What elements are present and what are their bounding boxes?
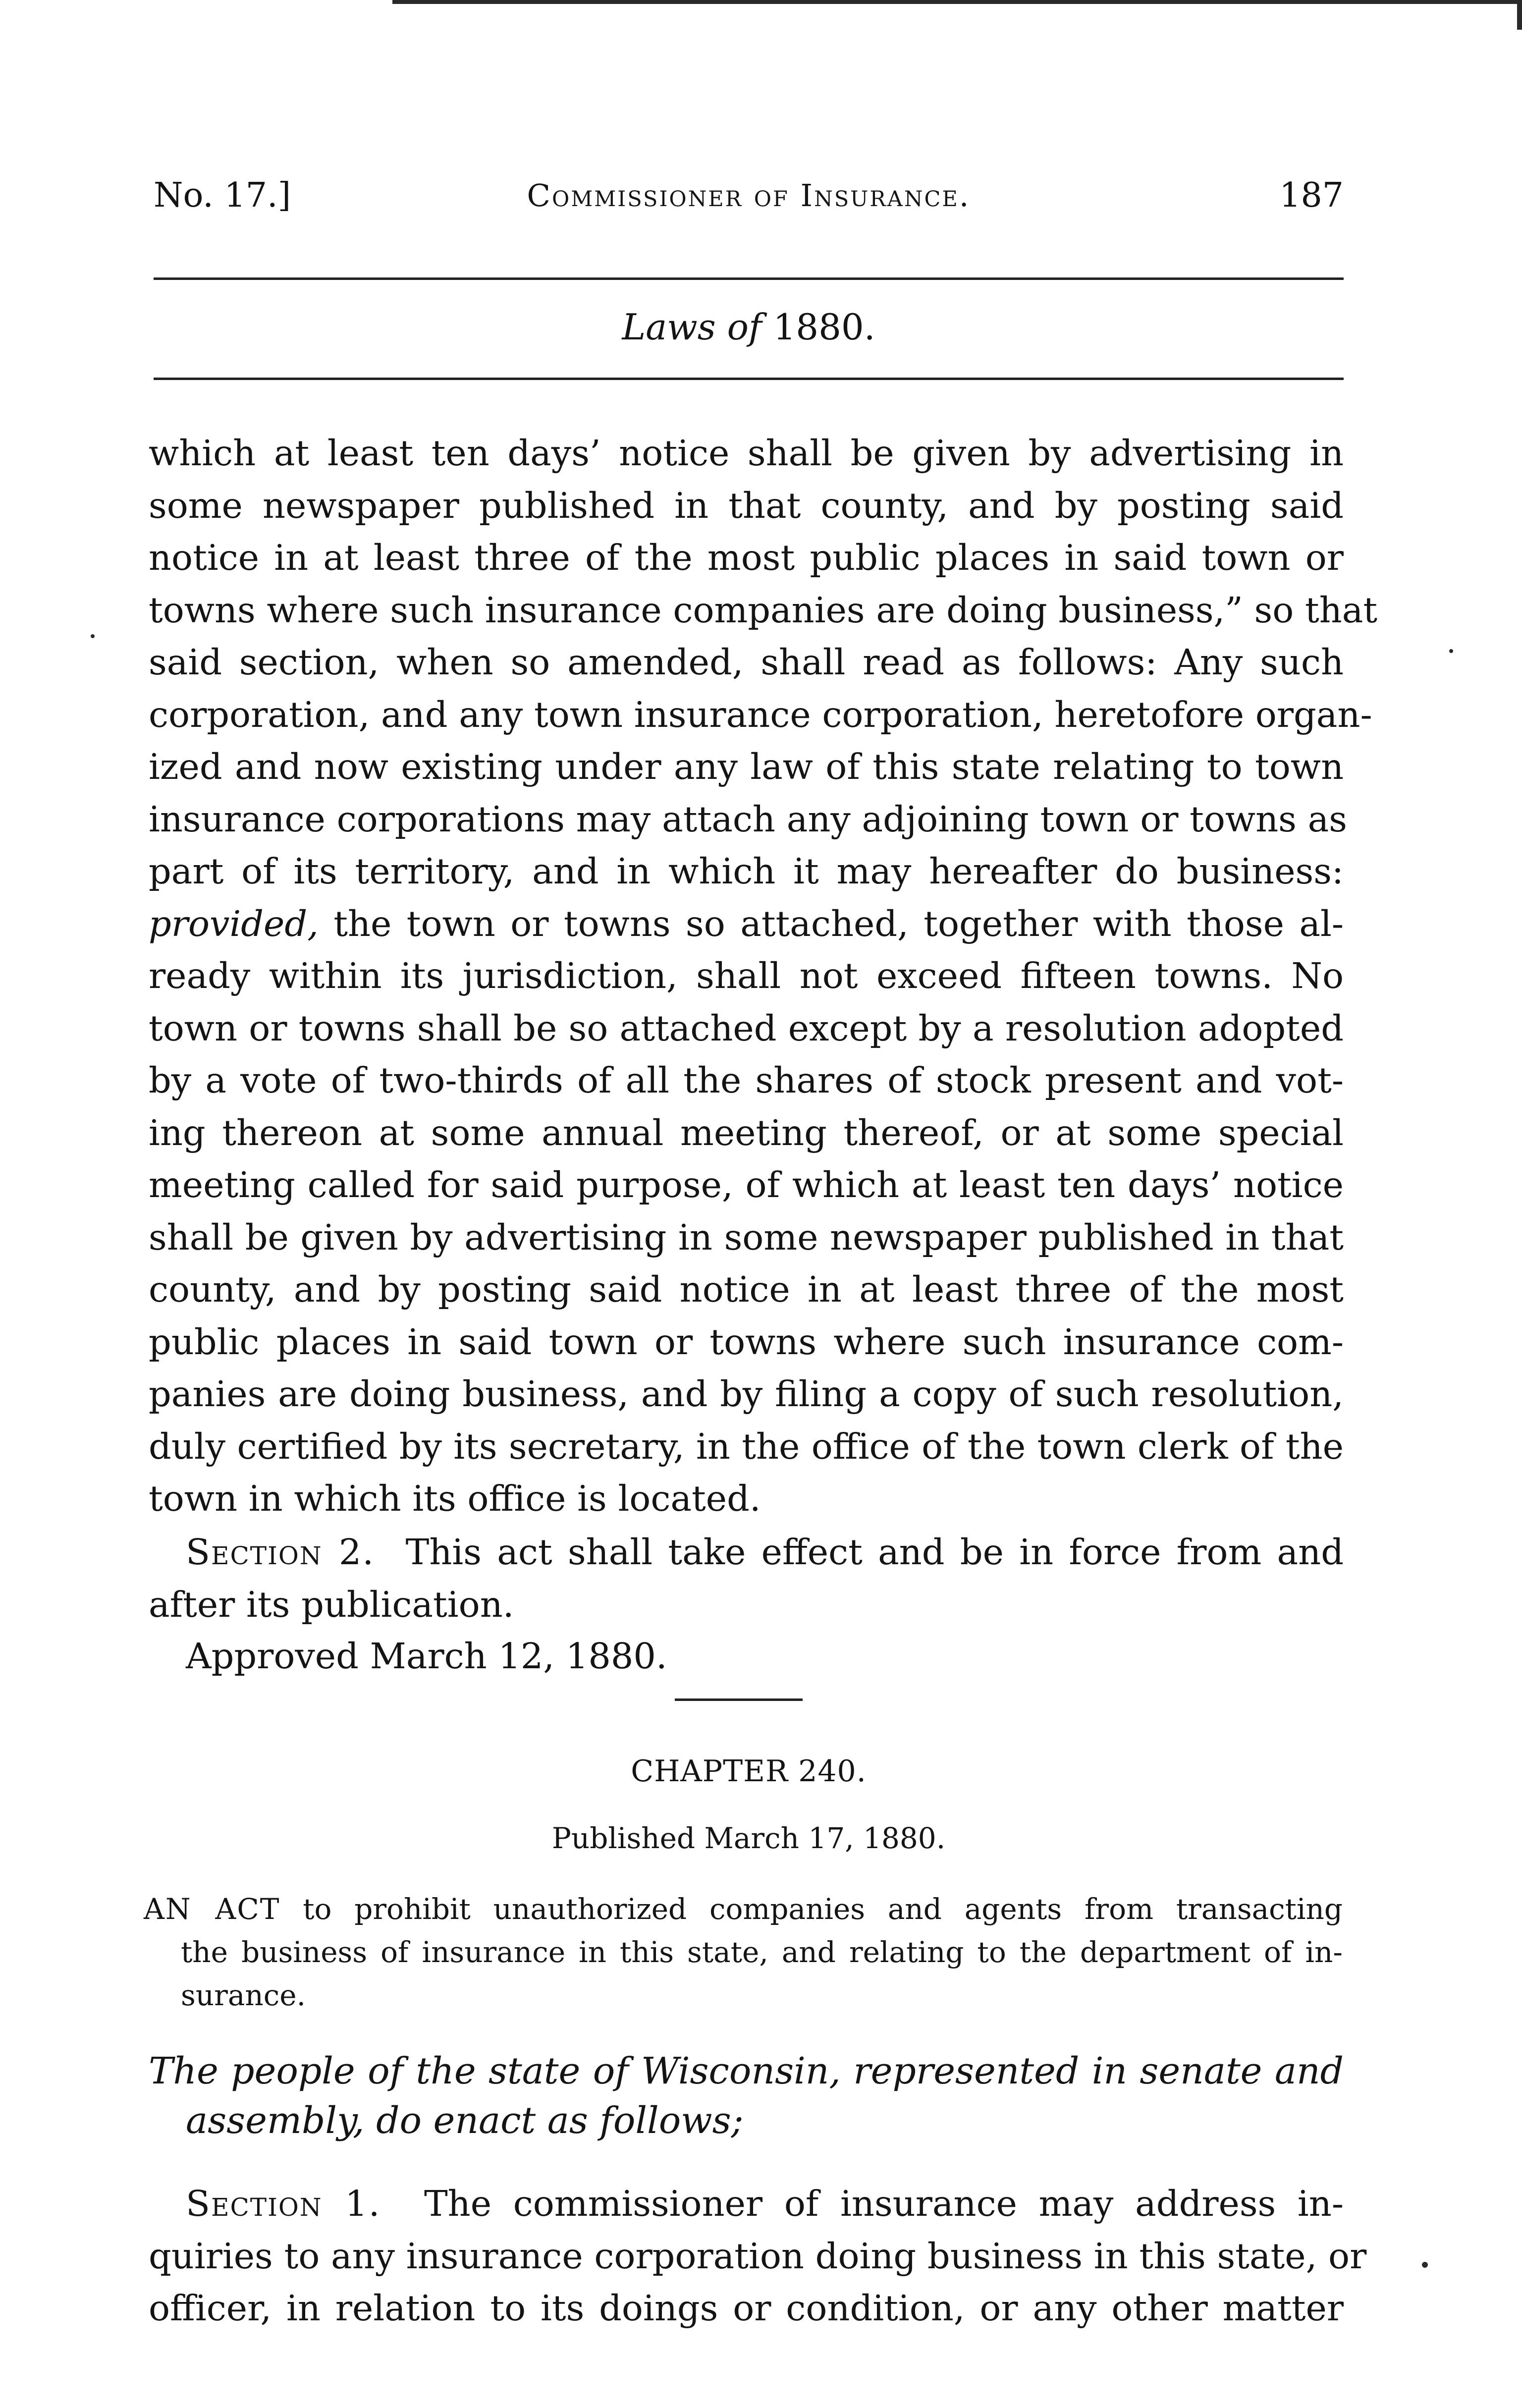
section-1-text-1: The commissioner of insurance may address in- (424, 2183, 1344, 2224)
section-2-label: Section 2. (186, 1532, 375, 1573)
body-line-provided (149, 898, 1344, 950)
laws-heading-year: 1880. (773, 306, 875, 348)
body-line: panies are doing business, and by filing a copy of such resolution, (149, 1373, 1344, 1415)
chapter-title: CHAPTER 240. (631, 1754, 867, 1789)
body-line: county, and by posting said notice in at least three of the most (149, 1269, 1344, 1310)
scan-speck (91, 634, 95, 638)
body-line: notice in at least three of the most public places in said town or (149, 537, 1344, 578)
approved-date: Approved March 12, 1880. (186, 1636, 667, 1677)
body-paragraph (149, 427, 1378, 1525)
laws-heading-italic: Laws of (622, 306, 762, 348)
enacting-line-2: assembly, do enact as follows; (186, 2099, 744, 2142)
header-rule-top (154, 277, 1344, 280)
act-title-line-1 (144, 1888, 1343, 1931)
chapter-divider (675, 1698, 803, 1701)
scan-edge-artifact-right (1517, 0, 1522, 30)
section-2-line-1 (149, 1526, 1344, 1579)
body-line: ready within its jurisdiction, shall not exceed fifteen towns. No (149, 955, 1344, 996)
act-title-line-2: the business of insurance in this state, and relating to the department of in- (181, 1935, 1343, 1969)
page-number: 187 (1279, 176, 1344, 215)
body-line: towns where such insurance companies are doing business,” so that (149, 589, 1378, 631)
section-2-line-2: after its publication. (149, 1584, 514, 1625)
section-1-line-2: quiries to any insurance corporation doing business in this state, or (149, 2235, 1367, 2277)
body-line: insurance corporations may attach any adjoining town or towns as (149, 798, 1347, 840)
section-2 (149, 1526, 1344, 1631)
published-date: Published March 17, 1880. (551, 1821, 946, 1855)
body-line: meeting called for said purpose, of which at least ten days’ notice (149, 1164, 1344, 1205)
section-1-line-3: officer, in relation to its doings or condition, or any other matter (149, 2288, 1344, 2329)
act-title-text-1: to prohibit unauthorized companies and agents from transacting (303, 1892, 1343, 1926)
scan-speck (1422, 2262, 1428, 2268)
body-line: which at least ten days’ notice shall be given by advertising in (149, 433, 1344, 474)
laws-heading (154, 305, 1344, 349)
body-line: corporation, and any town insurance corporation, heretofore organ- (149, 694, 1372, 735)
body-line: town in which its office is located. (149, 1478, 761, 1519)
document-number: No. 17.] (154, 176, 291, 215)
enacting-clause (149, 2046, 1344, 2145)
provided-rest: the town or towns so attached, together with those al- (318, 903, 1344, 944)
enacting-line-1: The people of the state of Wisconsin, represented in senate and (149, 2050, 1344, 2092)
body-line: by a vote of two-thirds of all the shares of stock present and vot- (149, 1060, 1344, 1101)
act-caps: AN ACT (144, 1892, 280, 1926)
act-title-line-3: surance. (181, 1978, 306, 2012)
header-rule-bottom (154, 378, 1344, 380)
scan-speck (1449, 649, 1453, 653)
section-2-text-1: This act shall take effect and be in force from and (405, 1532, 1344, 1573)
section-1 (149, 2178, 1367, 2335)
section-1-label: Section 1. (186, 2183, 381, 2224)
act-title (144, 1888, 1343, 2017)
body-line: ing thereon at some annual meeting thereof, or at some special (149, 1112, 1344, 1153)
running-header (154, 173, 1344, 218)
body-line: ized and now existing under any law of this state relating to town (149, 746, 1344, 787)
running-title: Commissioner of Insurance. (527, 177, 971, 214)
body-line: public places in said town or towns where such insurance com- (149, 1321, 1344, 1363)
body-line: said section, when so amended, shall read as follows: Any such (149, 642, 1344, 683)
scan-edge-artifact (392, 0, 1522, 4)
body-line: part of its territory, and in which it may hereafter do business: (149, 851, 1344, 892)
provided-word: provided, (149, 903, 319, 944)
body-line: duly certified by its secretary, in the office of the town clerk of the (149, 1425, 1344, 1467)
section-1-line-1 (149, 2178, 1344, 2230)
body-line: some newspaper published in that county, and by posting said (149, 485, 1344, 526)
body-line: town or towns shall be so attached except by a resolution adopted (149, 1007, 1344, 1049)
body-line: shall be given by advertising in some newspaper published in that (149, 1216, 1344, 1258)
